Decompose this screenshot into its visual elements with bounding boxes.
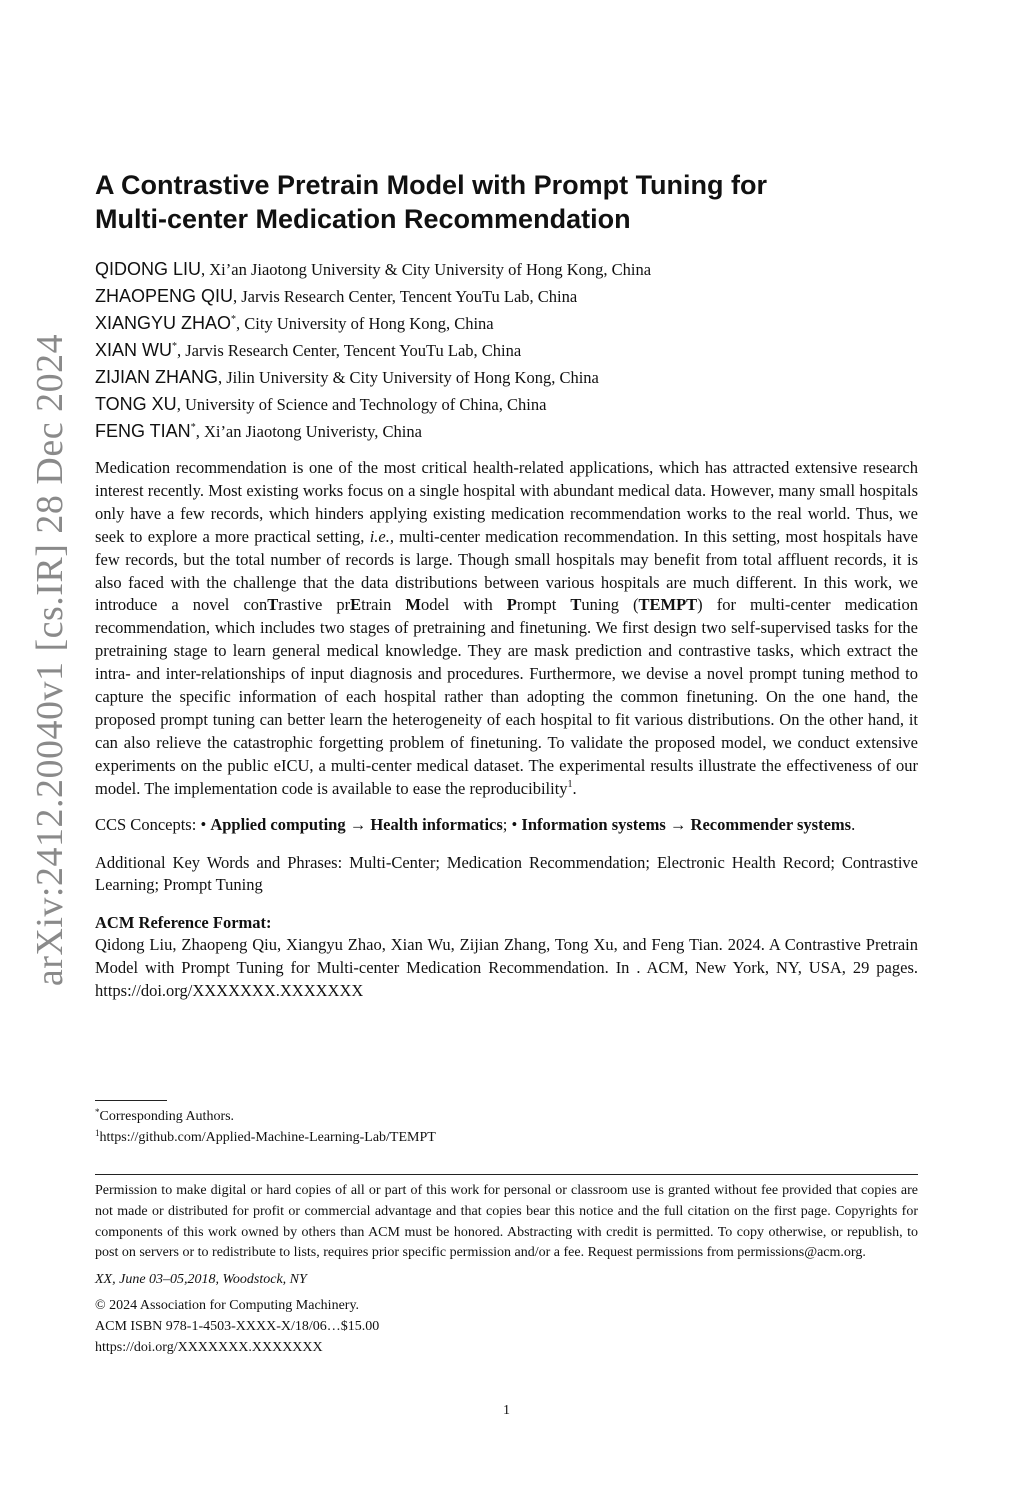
author-affiliation: , Xi’an Jiaotong Univeristy, China bbox=[195, 422, 422, 441]
author-affiliation: , City University of Hong Kong, China bbox=[236, 314, 494, 333]
permission-block bbox=[95, 1181, 918, 1358]
acronym-part: rastive bbox=[278, 595, 337, 615]
ccs-arrow: → bbox=[669, 814, 687, 834]
author-mark: * bbox=[172, 341, 178, 352]
author-entry bbox=[95, 310, 918, 337]
abstract-text: multi-center medication recommendation. In this setting, most hospitals have few records, but the total number of records is large. Though small hospitals may benefit from total affluent records, it is also faced with the challenge that the data distributions between various hospitals are much different. In this work, we introduce a novel bbox=[95, 526, 918, 615]
author-entry bbox=[95, 418, 918, 445]
footnote-mark: * bbox=[95, 1107, 100, 1117]
author-list bbox=[95, 256, 918, 445]
acronym-tempt: TEMPT bbox=[638, 595, 698, 615]
footnote-divider bbox=[95, 1100, 167, 1101]
ccs-label: CCS Concepts: bbox=[95, 814, 201, 834]
abstract-end: . bbox=[572, 778, 577, 798]
author-mark: * bbox=[231, 314, 237, 325]
permission-text: Permission to make digital or hard copies of all or part of this work for personal or classroom use is granted without fee provided that copies are not made or distributed for profit or commercial advantage and that copies bear this notice and the full citation on the first page. Copyrights for components of this work owned by others than ACM must be honored. Abstracting with credit is permitted. To copy otherwise, or republish, to post on servers or to redistribute to lists, requires prior specific permission and/or a fee. Request permissions from permissions@acm.org. bbox=[95, 1183, 918, 1261]
ccs-concepts bbox=[95, 814, 918, 837]
acronym-part: rompt bbox=[516, 595, 571, 615]
acronym-part: odel with bbox=[420, 595, 507, 615]
isbn-line: ACM ISBN 978-1-4503-XXXX-X/18/06…$15.00 bbox=[95, 1318, 380, 1334]
author-affiliation: , University of Science and Technology of China, China bbox=[176, 395, 547, 414]
ccs-concept: Recommender systems bbox=[690, 814, 852, 834]
arxiv-identifier[interactable]: arXiv:2412.20040v1 [cs.IR] 28 Dec 2024 bbox=[29, 333, 71, 987]
footnote-ref[interactable]: 1 bbox=[567, 778, 573, 790]
acronym-part: uning ( bbox=[581, 595, 639, 615]
acronym-letter: T bbox=[267, 595, 279, 615]
acronym-letter: E bbox=[350, 595, 362, 615]
ccs-concept: Applied computing bbox=[210, 814, 346, 834]
ccs-bullet: • bbox=[200, 814, 207, 834]
ccs-arrow: → bbox=[349, 814, 367, 834]
venue-line: XX, June 03–05,2018, Woodstock, NY bbox=[95, 1272, 307, 1288]
author-affiliation: , Jarvis Research Center, Tencent YouTu Lab, China bbox=[177, 341, 522, 360]
copyright-line: © 2024 Association for Computing Machinery. bbox=[95, 1297, 360, 1313]
author-name: FENG TIAN bbox=[95, 421, 191, 441]
doi-line[interactable]: https://doi.org/XXXXXXX.XXXXXXX bbox=[95, 1339, 323, 1355]
acm-reference-text: Qidong Liu, Zhaopeng Qiu, Xiangyu Zhao, Xian Wu, Zijian Zhang, Tong Xu, and Feng Tian. 2024. A Contrastive Pretrain Model with Prompt Tuning for Multi-center Medication Recommendation. In . ACM, New York, NY, USA, 29 pages. https://doi.org/XXXXXXX.XXXXXXX bbox=[95, 935, 918, 1001]
author-entry bbox=[95, 364, 918, 391]
author-entry bbox=[95, 391, 918, 418]
title-line: A Contrastive Pretrain Model with Prompt Tuning for bbox=[95, 170, 768, 200]
author-entry bbox=[95, 283, 918, 310]
footnote-text: Corresponding Authors. bbox=[99, 1109, 235, 1124]
paper-page bbox=[95, 168, 918, 1003]
author-entry bbox=[95, 256, 918, 283]
footnote-item bbox=[95, 1106, 918, 1127]
ccs-separator: ; bbox=[502, 814, 512, 834]
author-mark: * bbox=[190, 422, 196, 433]
author-affiliation: , Xi’an Jiaotong University & City University of Hong Kong, China bbox=[201, 260, 652, 279]
author-affiliation: , Jilin University & City University of Hong Kong, China bbox=[218, 368, 599, 387]
keywords: Additional Key Words and Phrases: Multi-Center; Medication Recommendation; Electronic Health Record; Contrastive Learning; Prompt Tuning bbox=[95, 852, 918, 895]
acronym-part: train bbox=[361, 595, 406, 615]
acronym-part: pr bbox=[336, 595, 351, 615]
acronym-letter: P bbox=[506, 595, 517, 615]
paper-title bbox=[95, 168, 918, 236]
author-name: ZHAOPENG QIU bbox=[95, 286, 234, 306]
author-name: XIAN WU bbox=[95, 340, 173, 360]
footnote-link[interactable]: https://github.com/Applied-Machine-Learning-Lab/TEMPT bbox=[99, 1130, 436, 1145]
acronym-letter: M bbox=[405, 595, 421, 615]
page-number: 1 bbox=[503, 1403, 510, 1418]
author-entry bbox=[95, 337, 918, 364]
ccs-end: . bbox=[851, 814, 856, 834]
abstract bbox=[95, 457, 918, 801]
title-line: Multi-center Medication Recommendation bbox=[95, 204, 631, 234]
ccs-concept: Information systems bbox=[521, 814, 666, 834]
author-name: TONG XU bbox=[95, 394, 177, 414]
acronym-letter: T bbox=[570, 595, 582, 615]
footnotes bbox=[95, 1106, 918, 1148]
author-name: QIDONG LIU bbox=[95, 259, 202, 279]
abstract-ie: i.e., bbox=[369, 526, 394, 546]
footnote-item bbox=[95, 1127, 918, 1148]
ccs-concept: Health informatics bbox=[370, 814, 503, 834]
acm-reference-heading: ACM Reference Format: bbox=[95, 913, 272, 933]
abstract-text: ) for multi-center medication recommendation, which includes two stages of pretraining and finetuning. We first design two self-supervised tasks for the pretraining stage to learn general medical knowledge. They are mask prediction and contrastive tasks, which extract the intra- and inter-relationships of input diagnosis and procedures. Furthermore, we devise a novel prompt tuning method to capture the specific information of each hospital rather than adopting the common finetuning. On the one hand, the proposed prompt tuning can better learn the heterogeneity of each hospital to fit various distributions. On the other hand, it can also relieve the catastrophic forgetting problem of finetuning. To validate the proposed model, we conduct extensive experiments on the public eICU, a multi-center medical dataset. The experimental results illustrate the effectiveness of our model. The implementation code is available to ease the reproducibility bbox=[95, 595, 918, 798]
ccs-bullet: • bbox=[511, 814, 518, 834]
author-affiliation: , Jarvis Research Center, Tencent YouTu Lab, China bbox=[233, 287, 578, 306]
abstract-text: Medication recommendation is one of the most critical health-related applications, which has attracted extensive research interest recently. Most existing works focus on a single hospital with abundant medical data. However, many small hospitals only have a few records, which hinders applying existing medication recommendation works to the real world. Thus, we seek to explore a more practical setting, bbox=[95, 458, 918, 546]
author-name: ZIJIAN ZHANG bbox=[95, 367, 219, 387]
permission-divider bbox=[95, 1174, 918, 1175]
footnote-mark: 1 bbox=[95, 1128, 100, 1138]
acronym-part: con bbox=[243, 595, 268, 615]
author-name: XIANGYU ZHAO bbox=[95, 313, 232, 333]
